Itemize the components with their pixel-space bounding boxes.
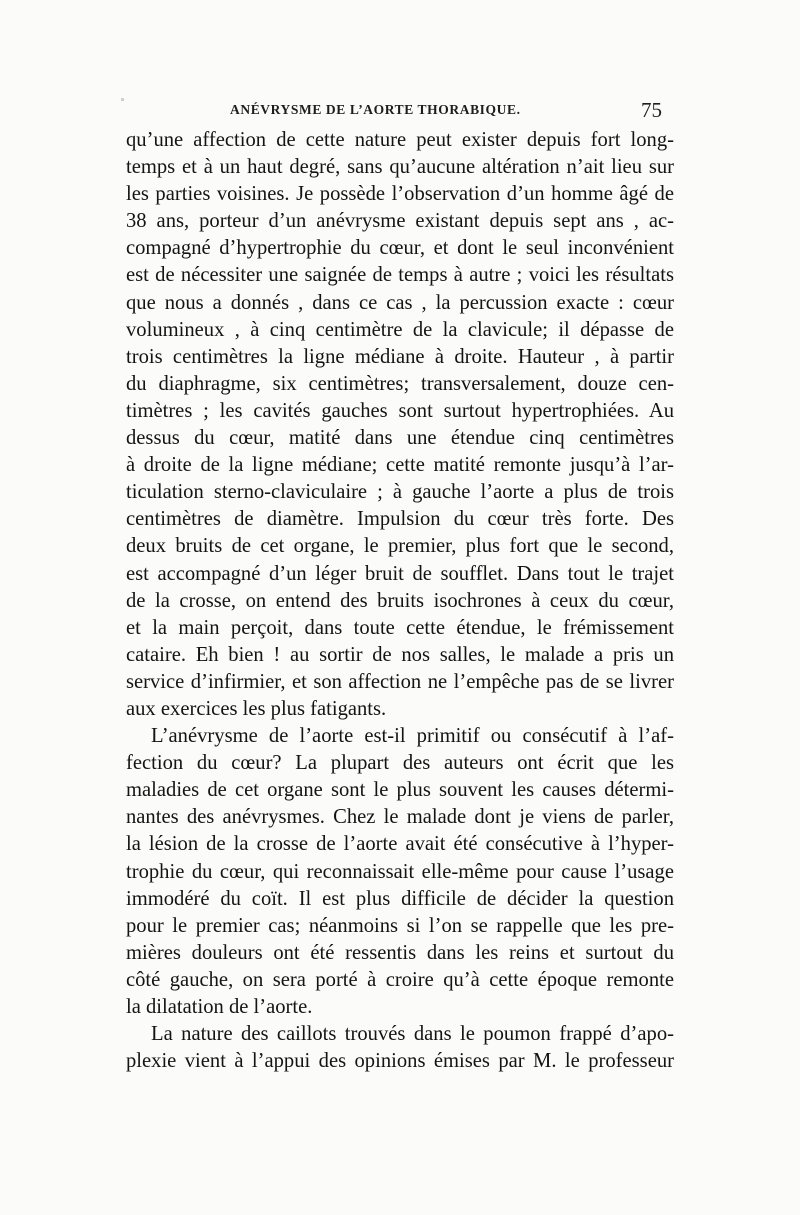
text-line: maladies de cet organe sont le plus souvent les causes détermi-	[126, 779, 674, 802]
text-line: plexie vient à l’appui des opinions émises par M. le professeur	[126, 1050, 674, 1073]
text-line: pour le premier cas; néanmoins si l’on se rappelle que les pre-	[126, 914, 674, 937]
text-line: dessus du cœur, matité dans une étendue cinq centimètres	[126, 427, 674, 450]
text-line: temps et à un haut degré, sans qu’aucune altération n’ait lieu sur	[126, 156, 674, 179]
text-line: qu’une affection de cette nature peut exister depuis fort long-	[126, 129, 674, 151]
text-line: aux exercices les plus fatigants.	[126, 697, 387, 720]
text-line: ticulation sterno-claviculaire ; à gauche l’aorte a plus de trois	[126, 481, 674, 504]
text-line: trophie du cœur, qui reconnaissait elle-même pour cause l’usage	[126, 860, 674, 883]
text-line: du diaphragme, six centimètres; transversalement, douze cen-	[126, 372, 674, 395]
text-line: est de nécessiter une saignée de temps à autre ; voici les résultats	[126, 264, 674, 287]
text-line: de la crosse, on entend des bruits isochrones à ceux du cœur,	[126, 589, 674, 612]
body-text	[126, 127, 674, 1075]
text-line: fection du cœur? La plupart des auteurs ont écrit que les	[126, 752, 674, 775]
text-line: timètres ; les cavités gauches sont surtout hypertrophiées. Au	[126, 399, 674, 422]
text-line: que nous a donnés , dans ce cas , la percussion exacte : cœur	[126, 291, 674, 314]
text-line: centimètres de diamètre. Impulsion du cœur très forte. Des	[126, 508, 674, 531]
text-line: deux bruits de cet organe, le premier, plus fort que le second,	[126, 535, 674, 558]
page-number: 75	[641, 98, 662, 122]
text-line: mières douleurs ont été ressentis dans les reins et surtout du	[126, 941, 674, 964]
text-line: service d’infirmier, et son affection ne l’empêche pas de se livrer	[126, 670, 674, 693]
text-line: 38 ans, porteur d’un anévrysme existant depuis sept ans , ac-	[126, 210, 674, 233]
text-line: côté gauche, on sera porté à croire qu’à cette époque remonte	[126, 968, 674, 991]
text-line: trois centimètres la ligne médiane à droite. Hauteur , à partir	[126, 345, 674, 368]
running-title: ANÉVRYSME DE L’AORTE THORABIQUE.	[230, 102, 521, 117]
text-line: cataire. Eh bien ! au sortir de nos salles, le malade a pris un	[126, 643, 674, 666]
text-line: et la main perçoit, dans toute cette étendue, le frémissement	[126, 616, 674, 639]
text-line: compagné d’hypertrophie du cœur, et dont le seul inconvénient	[126, 237, 674, 260]
text-line: volumineux , à cinq centimètre de la clavicule; il dépasse de	[126, 318, 674, 341]
text-line: La nature des caillots trouvés dans le poumon frappé d’apo-	[151, 1023, 674, 1046]
running-header	[130, 98, 662, 122]
print-speck	[121, 98, 124, 101]
text-line: à droite de la ligne médiane; cette matité remonte jusqu’à l’ar-	[126, 454, 674, 477]
text-line: nantes des anévrysmes. Chez le malade dont je viens de parler,	[126, 806, 674, 829]
text-line: les parties voisines. Je possède l’observation d’un homme âgé de	[126, 183, 674, 206]
text-line: la lésion de la crosse de l’aorte avait été consécutive à l’hyper-	[126, 833, 674, 856]
text-line: est accompagné d’un léger bruit de soufflet. Dans tout le trajet	[126, 562, 674, 585]
text-line: la dilatation de l’aorte.	[126, 996, 313, 1018]
text-line: immodéré du coït. Il est plus difficile de décider la question	[126, 887, 674, 910]
text-line: L’anévrysme de l’aorte est-il primitif ou consécutif à l’af-	[151, 725, 674, 748]
